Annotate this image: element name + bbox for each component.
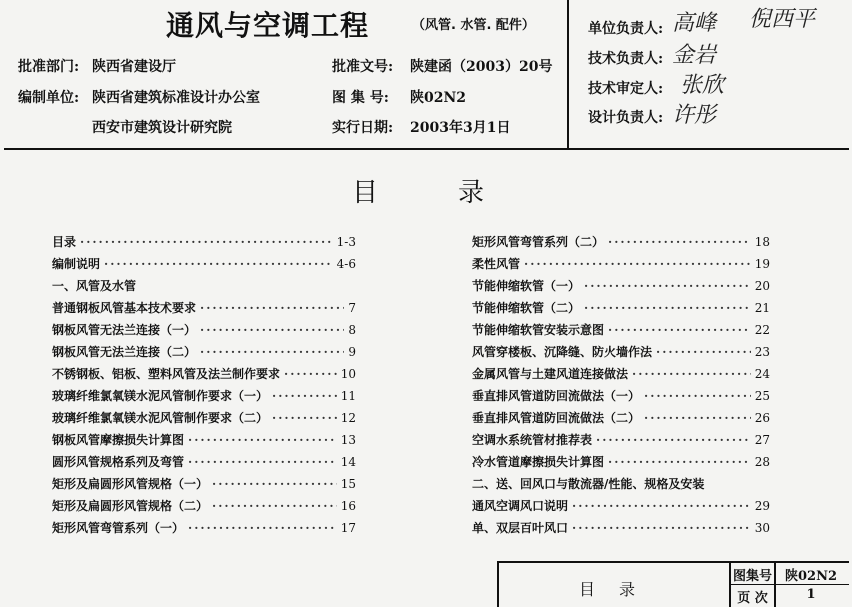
toc-entry xyxy=(472,297,770,318)
toc-entry-page: 30 xyxy=(754,520,770,535)
toc-entry-page: 22 xyxy=(754,322,770,337)
toc-entry-title: 玻璃纤维氯氧镁水泥风管制作要求（二） xyxy=(52,411,269,425)
toc-entry-title: 垂直排风管道防回流做法（一） xyxy=(472,389,641,403)
toc-entry-page: 16 xyxy=(340,498,356,513)
toc-leader-dots xyxy=(572,521,751,535)
toc-leader-dots xyxy=(596,433,751,447)
toc-entry-title: 矩形及扁圆形风管规格（二） xyxy=(52,499,209,513)
toc-entry-title: 圆形风管规格系列及弯管 xyxy=(52,455,185,469)
toc-entry-title: 单、双层百叶风口 xyxy=(472,521,569,535)
toc-leader-dots xyxy=(284,367,337,381)
toc-entry-title: 通风空调风口说明 xyxy=(472,499,569,513)
toc-entry-title: 节能伸缩软管（一） xyxy=(472,279,581,293)
toc-entry-page: 13 xyxy=(340,432,356,447)
toc-entry-title: 空调水系统管材推荐表 xyxy=(472,433,593,447)
approve-dept: 陕西省建设厅 xyxy=(92,59,176,75)
toc-entry-title: 冷水管道摩擦损失计算图 xyxy=(472,455,605,469)
toc-leader-dots xyxy=(200,345,344,359)
toc-entry xyxy=(472,275,770,296)
toc-leader-dots xyxy=(656,345,751,359)
toc-entry-title: 不锈钢板、铝板、塑料风管及法兰制作要求 xyxy=(52,367,281,381)
footer-divider-h xyxy=(729,584,849,585)
tech-responsible-signature: 金岩 xyxy=(672,43,717,68)
toc-entry xyxy=(52,429,356,450)
toc-leader-dots xyxy=(200,323,344,337)
toc-leader-dots xyxy=(272,389,337,403)
toc-heading-char-1: 目 xyxy=(352,178,379,208)
footer-atlas-value: 陕02N2 xyxy=(784,569,838,584)
approve-no-label: 批准文号: xyxy=(332,59,394,75)
effective-date-label: 实行日期: xyxy=(332,120,394,136)
footer-page-label: 页 次 xyxy=(737,591,768,606)
atlas-no: 陕02N2 xyxy=(410,90,467,106)
effective-date: 2003年3月1日 xyxy=(410,120,511,136)
unit-responsible-signature: 高峰 xyxy=(672,11,717,36)
toc-heading-char-2: 录 xyxy=(458,178,485,208)
toc-entry xyxy=(52,495,356,516)
toc-section-heading xyxy=(52,275,356,296)
toc-entry xyxy=(52,517,356,538)
toc-entry-title: 节能伸缩软管（二） xyxy=(472,301,581,315)
toc-entry-page: 15 xyxy=(340,476,356,491)
toc-entry-page: 29 xyxy=(754,498,770,513)
compile-unit-2: 西安市建筑设计研究院 xyxy=(92,120,232,136)
toc-entry xyxy=(472,319,770,340)
toc-entry-title: 普通钢板风管基本技术要求 xyxy=(52,301,197,315)
footer-title: 目 录 xyxy=(579,580,640,599)
toc-entry-page: 14 xyxy=(340,454,356,469)
header-divider xyxy=(567,0,569,148)
toc-entry xyxy=(52,473,356,494)
approve-no: 陕建函（2003）20号 xyxy=(410,59,553,75)
approve-dept-label: 批准部门: xyxy=(18,59,80,75)
toc-leader-dots xyxy=(572,499,751,513)
toc-leader-dots xyxy=(200,301,344,315)
compile-unit-label: 编制单位: xyxy=(18,90,80,106)
toc-entry-title: 二、送、回风口与散流器/性能、规格及安装 xyxy=(472,477,705,491)
toc-entry xyxy=(52,231,356,252)
toc-entry-page: 28 xyxy=(754,454,770,469)
unit-responsible-label: 单位负责人: xyxy=(588,21,664,37)
toc-entry xyxy=(472,363,770,384)
toc-leader-dots xyxy=(212,477,337,491)
toc-entry-page: 19 xyxy=(754,256,770,271)
toc-entry-page: 9 xyxy=(348,344,356,359)
toc-entry-title: 矩形及扁圆形风管规格（一） xyxy=(52,477,209,491)
toc-leader-dots xyxy=(104,257,333,271)
design-responsible-label: 设计负责人: xyxy=(588,110,664,126)
toc-entry-page: 12 xyxy=(340,410,356,425)
toc-entry-title: 一、风管及水管 xyxy=(52,279,137,293)
toc-entry xyxy=(52,407,356,428)
toc-leader-dots xyxy=(608,235,751,249)
toc-entry xyxy=(472,385,770,406)
toc-entry-page: 21 xyxy=(754,300,770,315)
document-subtitle: （风管. 水管. 配件） xyxy=(412,18,535,33)
toc-leader-dots xyxy=(644,411,751,425)
toc-leader-dots xyxy=(644,389,751,403)
toc-leader-dots xyxy=(608,323,751,337)
toc-leader-dots xyxy=(524,257,751,271)
toc-entry-title: 垂直排风管道防回流做法（二） xyxy=(472,411,641,425)
tech-reviewer-signature: 张欣 xyxy=(680,73,725,98)
toc-entry-page: 18 xyxy=(754,234,770,249)
toc-leader-dots xyxy=(584,279,751,293)
tech-reviewer-label: 技术审定人: xyxy=(588,81,664,97)
toc-entry-page: 24 xyxy=(754,366,770,381)
compile-unit: 陕西省建筑标准设计办公室 xyxy=(92,90,260,106)
toc-entry-title: 柔性风管 xyxy=(472,257,521,271)
toc-leader-dots xyxy=(212,499,337,513)
tech-responsible-label: 技术负责人: xyxy=(588,51,664,67)
title-block-header xyxy=(4,0,849,150)
toc-entry-title: 钢板风管无法兰连接（一） xyxy=(52,323,197,337)
toc-entry-page: 1-3 xyxy=(336,234,356,249)
toc-entry-title: 编制说明 xyxy=(52,257,101,271)
footer-page-value: 1 xyxy=(806,587,816,602)
toc-entry-page: 23 xyxy=(754,344,770,359)
toc-entry xyxy=(52,297,356,318)
toc-entry-page: 17 xyxy=(340,520,356,535)
extra-signature: 倪西平 xyxy=(749,7,816,32)
document-title: 通风与空调工程 xyxy=(166,9,370,42)
toc-entry-title: 金属风管与土建风道连接做法 xyxy=(472,367,629,381)
toc-entry-title: 钢板风管无法兰连接（二） xyxy=(52,345,197,359)
toc-leader-dots xyxy=(188,521,337,535)
toc-leader-dots xyxy=(188,455,337,469)
toc-entry xyxy=(472,341,770,362)
toc-entry-page: 26 xyxy=(754,410,770,425)
toc-entry xyxy=(472,253,770,274)
footer-title-block xyxy=(497,561,849,607)
toc-leader-dots xyxy=(584,301,751,315)
toc-entry-page: 10 xyxy=(340,366,356,381)
toc-entry xyxy=(52,341,356,362)
toc-entry-page: 27 xyxy=(754,432,770,447)
toc-entry-page: 7 xyxy=(348,300,356,315)
toc-entry xyxy=(52,451,356,472)
toc-leader-dots xyxy=(188,433,337,447)
footer-atlas-label: 图集号 xyxy=(732,569,772,584)
toc-entry xyxy=(472,429,770,450)
toc-entry-title: 钢板风管摩擦损失计算图 xyxy=(52,433,185,447)
toc-entry-title: 玻璃纤维氯氧镁水泥风管制作要求（一） xyxy=(52,389,269,403)
toc-entry-title: 目录 xyxy=(52,235,77,249)
toc-section-heading xyxy=(472,473,770,494)
toc-entry-title: 矩形风管弯管系列（一） xyxy=(52,521,185,535)
design-responsible-signature: 许彤 xyxy=(672,103,717,128)
toc-entry xyxy=(472,451,770,472)
toc-entry xyxy=(472,407,770,428)
toc-entry xyxy=(52,319,356,340)
toc-entry-title: 风管穿楼板、沉降缝、防火墙作法 xyxy=(472,345,653,359)
toc-entry xyxy=(472,231,770,252)
toc-entry-page: 11 xyxy=(340,388,356,403)
toc-entry-page: 8 xyxy=(348,322,356,337)
toc-leader-dots xyxy=(632,367,751,381)
toc-entry xyxy=(52,363,356,384)
toc-entry xyxy=(52,385,356,406)
toc-leader-dots xyxy=(608,455,751,469)
toc-entry-title: 节能伸缩软管安装示意图 xyxy=(472,323,605,337)
toc-entry-page: 20 xyxy=(754,278,770,293)
toc-leader-dots xyxy=(80,235,333,249)
toc-leader-dots xyxy=(272,411,337,425)
toc-entry xyxy=(472,517,770,538)
toc-entry xyxy=(472,495,770,516)
toc-entry-page: 25 xyxy=(754,388,770,403)
atlas-no-label: 图 集 号: xyxy=(332,90,389,106)
toc-entry-page: 4-6 xyxy=(336,256,356,271)
toc-entry-title: 矩形风管弯管系列（二） xyxy=(472,235,605,249)
toc-entry xyxy=(52,253,356,274)
